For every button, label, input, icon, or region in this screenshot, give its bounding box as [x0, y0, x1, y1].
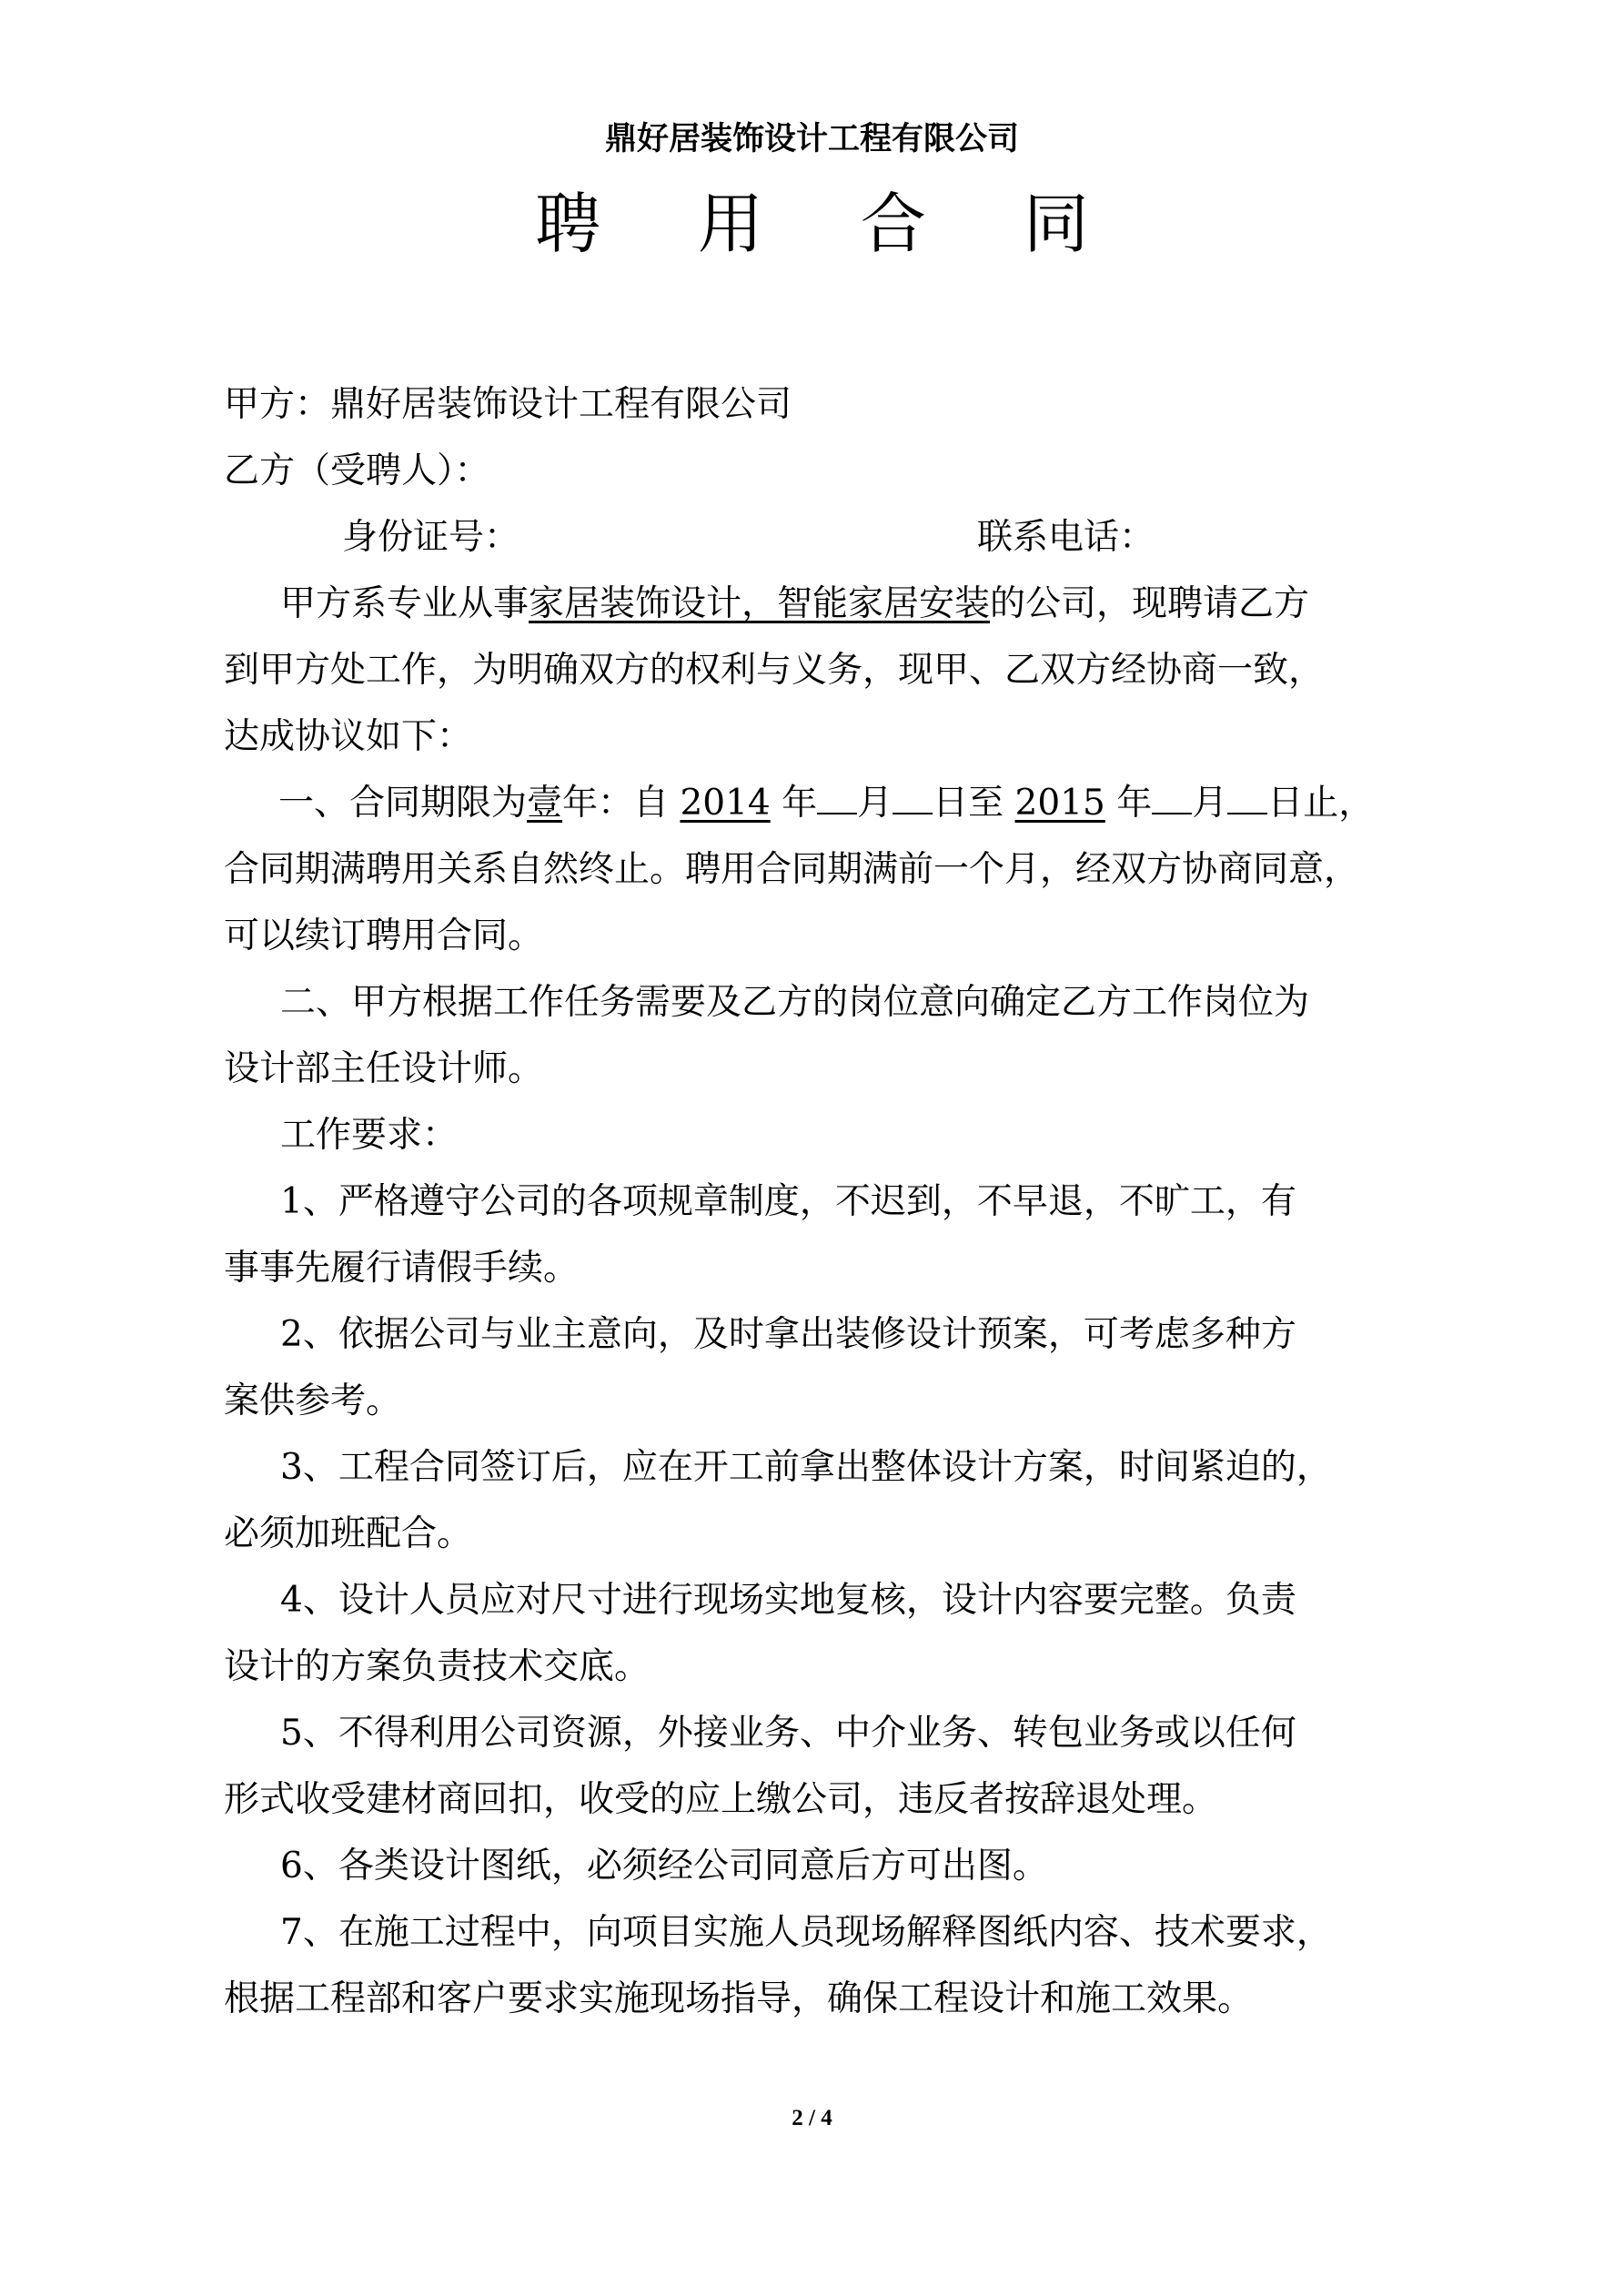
id-phone-row	[224, 504, 1416, 571]
contract-term: 壹	[527, 783, 563, 824]
clause1-text-g: 月	[1192, 783, 1228, 824]
phone-label: 联系电话：	[977, 517, 1155, 558]
clause1-text-b: 年：自	[562, 783, 681, 824]
requirement-2-line-1: 2、依据公司与业主意向，及时拿出装修设计预案，可考虑多种方	[280, 1314, 1296, 1355]
business-scope: 家居装饰设计，智能家居安装	[529, 583, 991, 624]
start-day-blank	[893, 776, 933, 814]
requirement-1-line-1: 1、严格遵守公司的各项规章制度，不迟到，不早退，不旷工，有	[280, 1181, 1296, 1222]
clause1-text-a: 一、合同期限为	[278, 783, 528, 824]
clause1-text-h: 日止，	[1267, 783, 1375, 824]
id-number-label: 身份证号：	[342, 517, 520, 558]
requirement-2-line-2: 案供参考。	[224, 1381, 402, 1421]
requirement-4-line-2: 设计的方案负责技术交底。	[224, 1646, 651, 1687]
requirement-3-line-2: 必须加班配合。	[224, 1513, 473, 1554]
requirement-1-line-2: 事事先履行请假手续。	[224, 1248, 580, 1289]
page-number: 2 / 4	[792, 2106, 832, 2130]
requirement-7-line-2: 根据工程部和客户要求实施现场指导，确保工程设计和施工效果。	[224, 1978, 1254, 2019]
end-year: 2015	[1014, 783, 1105, 824]
requirement-7-line-1: 7、在施工过程中，向项目实施人员现场解释图纸内容、技术要求，	[280, 1912, 1332, 1953]
requirement-5-line-2: 形式收受建材商回扣，收受的应上缴公司，违反者按辞退处理。	[224, 1779, 1218, 1820]
requirement-6-line-1: 6、各类设计图纸，必须经公司同意后方可出图。	[280, 1846, 1048, 1886]
party-b-line: 乙方（受聘人）：	[224, 450, 490, 491]
requirement-4-line-1: 4、设计人员应对尺寸进行现场实地复核，设计内容要完整。负责	[280, 1580, 1296, 1621]
company-header: 鼎好居装饰设计工程有限公司	[604, 120, 1019, 157]
clause1-text-f: 年	[1105, 783, 1153, 824]
intro-line-3: 达成协议如下：	[224, 716, 473, 757]
contract-body	[224, 371, 1416, 2032]
intro-line-2: 到甲方处工作，为明确双方的权利与义务，现甲、乙双方经协商一致，	[224, 650, 1325, 691]
clause2-line-1: 二、甲方根据工作任务需要及乙方的岗位意向确定乙方工作岗位为	[280, 982, 1310, 1023]
intro-text-post: 的公司，现聘请乙方	[990, 583, 1310, 624]
start-year: 2014	[680, 783, 771, 824]
intro-line-1	[224, 571, 1416, 637]
requirement-3-line-1: 3、工程合同签订后，应在开工前拿出整体设计方案，时间紧迫的，	[280, 1447, 1332, 1488]
party-a-line: 甲方：鼎好居装饰设计工程有限公司	[224, 384, 792, 425]
start-month-blank	[817, 776, 857, 814]
requirement-5-line-1: 5、不得利用公司资源，外接业务、中介业务、转包业务或以任何	[280, 1713, 1296, 1754]
clause1-line-1	[224, 770, 1416, 836]
clause1-line-2: 合同期满聘用关系自然终止。聘用合同期满前一个月，经双方协商同意，	[224, 849, 1360, 890]
end-day-blank	[1227, 776, 1267, 814]
clause1-text-c: 年	[770, 783, 818, 824]
clause2-line-2: 设计部主任设计师。	[224, 1048, 544, 1089]
intro-text-pre: 甲方系专业从事	[280, 583, 530, 624]
clause1-text-e: 日至	[933, 783, 1015, 824]
clause1-text-d: 月	[857, 783, 893, 824]
clause1-line-3: 可以续订聘用合同。	[224, 915, 544, 956]
requirements-heading: 工作要求：	[280, 1115, 459, 1156]
contract-title: 聘 用 合 同	[535, 186, 1127, 262]
end-month-blank	[1152, 776, 1192, 814]
